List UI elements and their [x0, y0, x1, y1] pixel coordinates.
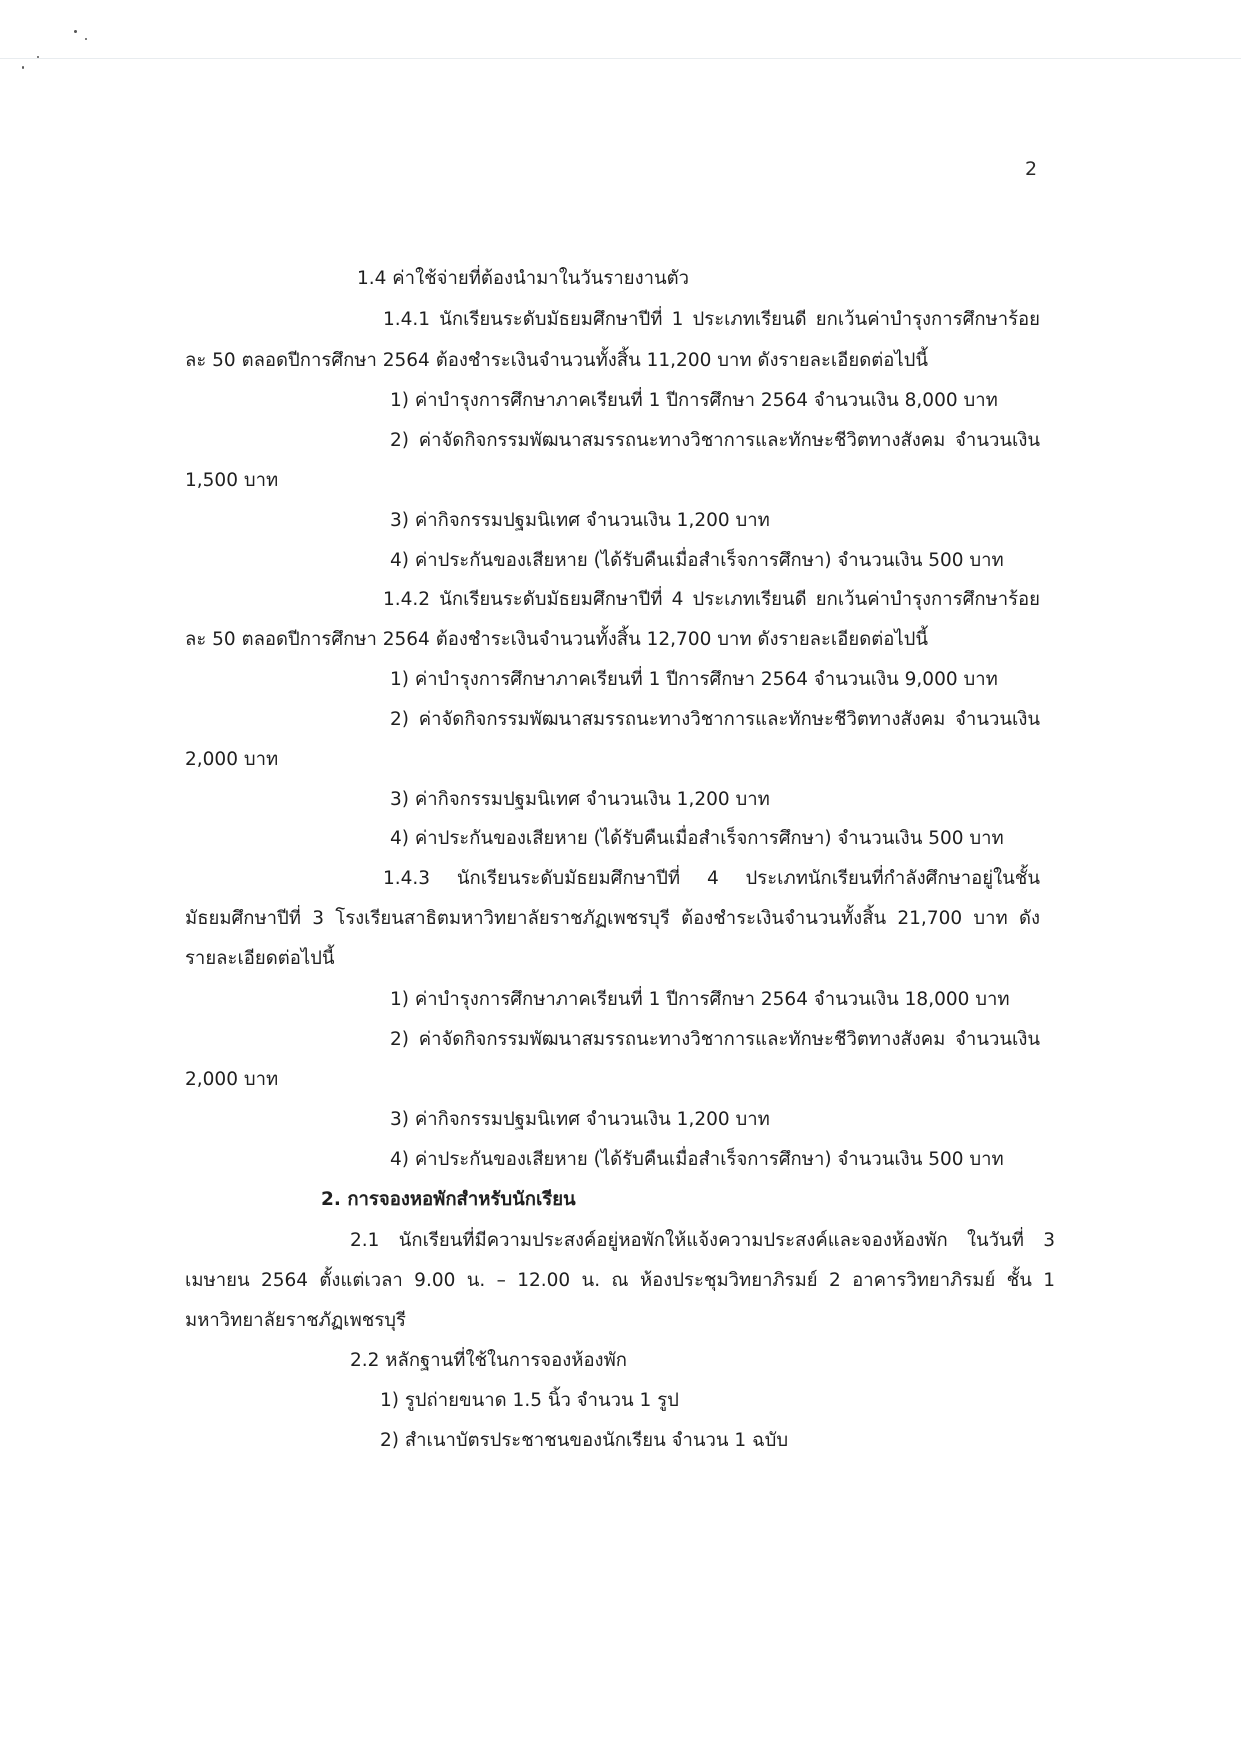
list-item: 1) รูปถ่ายขนาด 1.5 นิ้ว จำนวน 1 รูป — [380, 1390, 679, 1411]
paragraph-1-4-3-line: 1.4.3 นักเรียนระดับมัธยมศึกษาปีที่ 4 ประเภทนักเรียนที่กำลังศึกษาอยู่ในชั้น — [383, 868, 1040, 889]
scan-speck — [74, 30, 77, 33]
paragraph-1-4-2-line: ละ 50 ตลอดปีการศึกษา 2564 ต้องชำระเงินจำนวนทั้งสิ้น 12,700 บาท ดังรายละเอียดต่อไปนี้ — [185, 629, 929, 650]
paragraph-1-4-1-line: 1.4.1 นักเรียนระดับมัธยมศึกษาปีที่ 1 ประเภทเรียนดี ยกเว้นค่าบำรุงการศึกษาร้อย — [383, 309, 1040, 330]
list-item: 4) ค่าประกันของเสียหาย (ได้รับคืนเมื่อสำเร็จการศึกษา) จำนวนเงิน 500 บาท — [390, 1149, 1004, 1170]
section-heading-1-4: 1.4 ค่าใช้จ่ายที่ต้องนำมาในวันรายงานตัว — [357, 268, 690, 289]
paragraph-1-4-2-line: 1.4.2 นักเรียนระดับมัธยมศึกษาปีที่ 4 ประเภทเรียนดี ยกเว้นค่าบำรุงการศึกษาร้อย — [383, 589, 1040, 610]
section-heading-2: 2. การจองหอพักสำหรับนักเรียน — [321, 1189, 576, 1210]
subsection-heading-2-2: 2.2 หลักฐานที่ใช้ในการจองห้องพัก — [350, 1350, 627, 1371]
list-item: 2) ค่าจัดกิจกรรมพัฒนาสมรรถนะทางวิชาการและทักษะชีวิตทางสังคม จำนวนเงิน — [390, 1029, 1040, 1050]
list-item: 1) ค่าบำรุงการศึกษาภาคเรียนที่ 1 ปีการศึกษา 2564 จำนวนเงิน 9,000 บาท — [390, 669, 998, 690]
list-item: 4) ค่าประกันของเสียหาย (ได้รับคืนเมื่อสำเร็จการศึกษา) จำนวนเงิน 500 บาท — [390, 828, 1004, 849]
list-item: 2) สำเนาบัตรประชาชนของนักเรียน จำนวน 1 ฉบับ — [380, 1430, 789, 1451]
list-item-continuation: 1,500 บาท — [185, 470, 279, 491]
paragraph-2-1-line: 2.1 นักเรียนที่มีความประสงค์อยู่หอพักให้แจ้งความประสงค์และจองห้องพัก ในวันที่ 3 — [350, 1230, 1055, 1251]
list-item: 1) ค่าบำรุงการศึกษาภาคเรียนที่ 1 ปีการศึกษา 2564 จำนวนเงิน 8,000 บาท — [390, 390, 998, 411]
list-item: 4) ค่าประกันของเสียหาย (ได้รับคืนเมื่อสำเร็จการศึกษา) จำนวนเงิน 500 บาท — [390, 550, 1004, 571]
list-item: 3) ค่ากิจกรรมปฐมนิเทศ จำนวนเงิน 1,200 บาท — [390, 510, 770, 531]
paragraph-1-4-3-line: รายละเอียดต่อไปนี้ — [185, 948, 335, 969]
paragraph-1-4-3-line: มัธยมศึกษาปีที่ 3 โรงเรียนสาธิตมหาวิทยาลัยราชภัฏเพชรบุรี ต้องชำระเงินจำนวนทั้งสิ้น 21,700 บาท ดัง — [185, 908, 1040, 929]
scan-edge-line — [0, 58, 1241, 59]
list-item: 3) ค่ากิจกรรมปฐมนิเทศ จำนวนเงิน 1,200 บาท — [390, 1109, 770, 1130]
list-item: 1) ค่าบำรุงการศึกษาภาคเรียนที่ 1 ปีการศึกษา 2564 จำนวนเงิน 18,000 บาท — [390, 989, 1010, 1010]
paragraph-2-1-line: มหาวิทยาลัยราชภัฏเพชรบุรี — [185, 1310, 406, 1331]
paragraph-1-4-1-line: ละ 50 ตลอดปีการศึกษา 2564 ต้องชำระเงินจำนวนทั้งสิ้น 11,200 บาท ดังรายละเอียดต่อไปนี้ — [185, 350, 929, 371]
scan-speck — [22, 66, 24, 69]
scan-speck — [85, 38, 87, 40]
paragraph-2-1-line: เมษายน 2564 ตั้งแต่เวลา 9.00 น. – 12.00 น. ณ ห้องประชุมวิทยาภิรมย์ 2 อาคารวิทยาภิรมย์ ชั้น 1 — [185, 1270, 1055, 1291]
scan-speck — [37, 56, 39, 58]
list-item-continuation: 2,000 บาท — [185, 749, 279, 770]
page-number: 2 — [1025, 158, 1038, 180]
list-item: 2) ค่าจัดกิจกรรมพัฒนาสมรรถนะทางวิชาการและทักษะชีวิตทางสังคม จำนวนเงิน — [390, 709, 1040, 730]
list-item-continuation: 2,000 บาท — [185, 1069, 279, 1090]
list-item: 3) ค่ากิจกรรมปฐมนิเทศ จำนวนเงิน 1,200 บาท — [390, 789, 770, 810]
list-item: 2) ค่าจัดกิจกรรมพัฒนาสมรรถนะทางวิชาการและทักษะชีวิตทางสังคม จำนวนเงิน — [390, 430, 1040, 451]
